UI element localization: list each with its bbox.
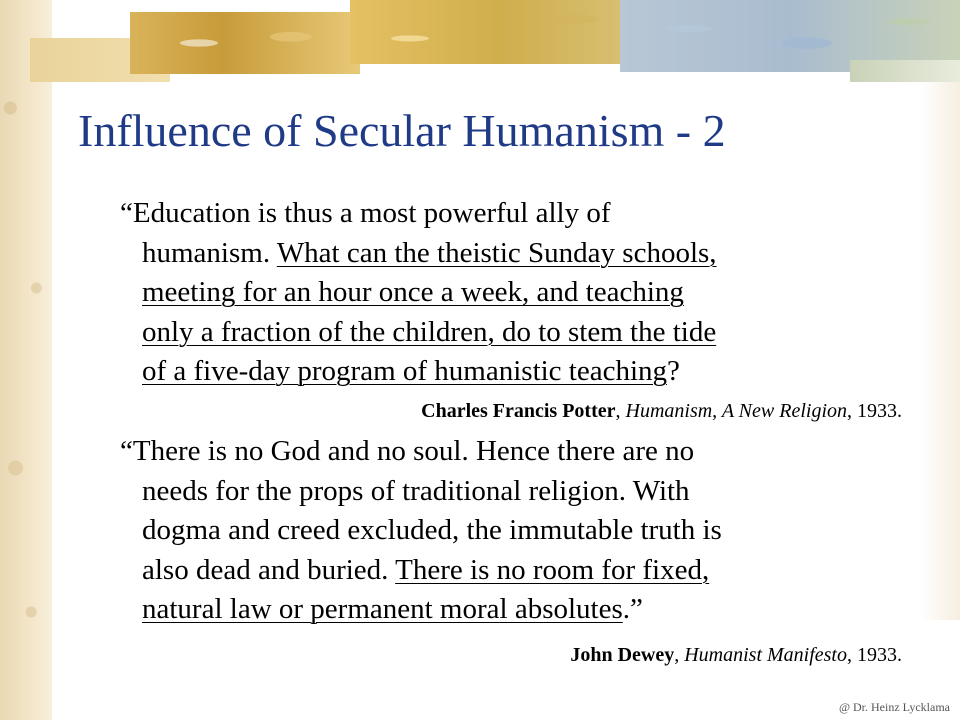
copyright-notice: @ Dr. Heinz Lycklama <box>838 700 950 714</box>
quote-line: “Education is thus a most powerful ally of <box>120 197 611 229</box>
quote-line <box>120 313 860 353</box>
citation-year: , 1933. <box>847 400 902 422</box>
quote-text: ? <box>667 355 680 387</box>
banner-segment <box>130 12 360 74</box>
parchment-left-border <box>0 0 52 720</box>
underlined-text: of a five-day program of humanistic teaching <box>142 355 668 387</box>
quote-text: humanism. <box>142 236 277 269</box>
parchment-right-fade <box>920 60 960 620</box>
citation-work: Humanist Manifesto <box>684 644 847 666</box>
underlined-text: meeting for an hour once a week, and teaching <box>142 276 684 308</box>
quote-line <box>120 352 860 392</box>
banner-segment <box>350 0 650 64</box>
quote-line <box>120 551 860 591</box>
underlined-text: only a fraction of the children, do to stem the tide <box>142 315 717 348</box>
citation-potter <box>421 400 902 423</box>
citation-author: John Dewey <box>570 644 675 666</box>
citation-work: Humanism, A New Religion <box>625 400 847 422</box>
quote-potter <box>120 194 860 392</box>
underlined-text: natural law or permanent moral absolutes <box>142 593 623 625</box>
citation-sep: , <box>615 400 626 422</box>
quote-dewey <box>120 432 860 630</box>
citation-year: , 1933. <box>847 644 902 666</box>
underlined-text: What can the theistic Sunday schools, <box>276 236 717 269</box>
citation-sep: , <box>674 644 685 666</box>
quote-text: .” <box>622 593 643 625</box>
underlined-text: There is no room for fixed, <box>395 553 710 586</box>
quote-line: dogma and creed excluded, the immutable truth is <box>142 514 722 546</box>
quote-line: needs for the props of traditional religion. With <box>142 474 690 507</box>
quote-line <box>120 273 860 313</box>
citation-author: Charles Francis Potter <box>421 400 616 422</box>
citation-dewey <box>570 644 902 667</box>
slide-title: Influence of Secular Humanism - 2 <box>78 105 726 156</box>
quote-line <box>120 590 860 630</box>
quote-line: “There is no God and no soul. Hence there are no <box>120 435 695 467</box>
quote-text: also dead and buried. <box>142 553 396 586</box>
banner-segment <box>850 60 960 82</box>
leaf-banner-decoration <box>30 0 960 82</box>
quote-line <box>120 234 860 274</box>
